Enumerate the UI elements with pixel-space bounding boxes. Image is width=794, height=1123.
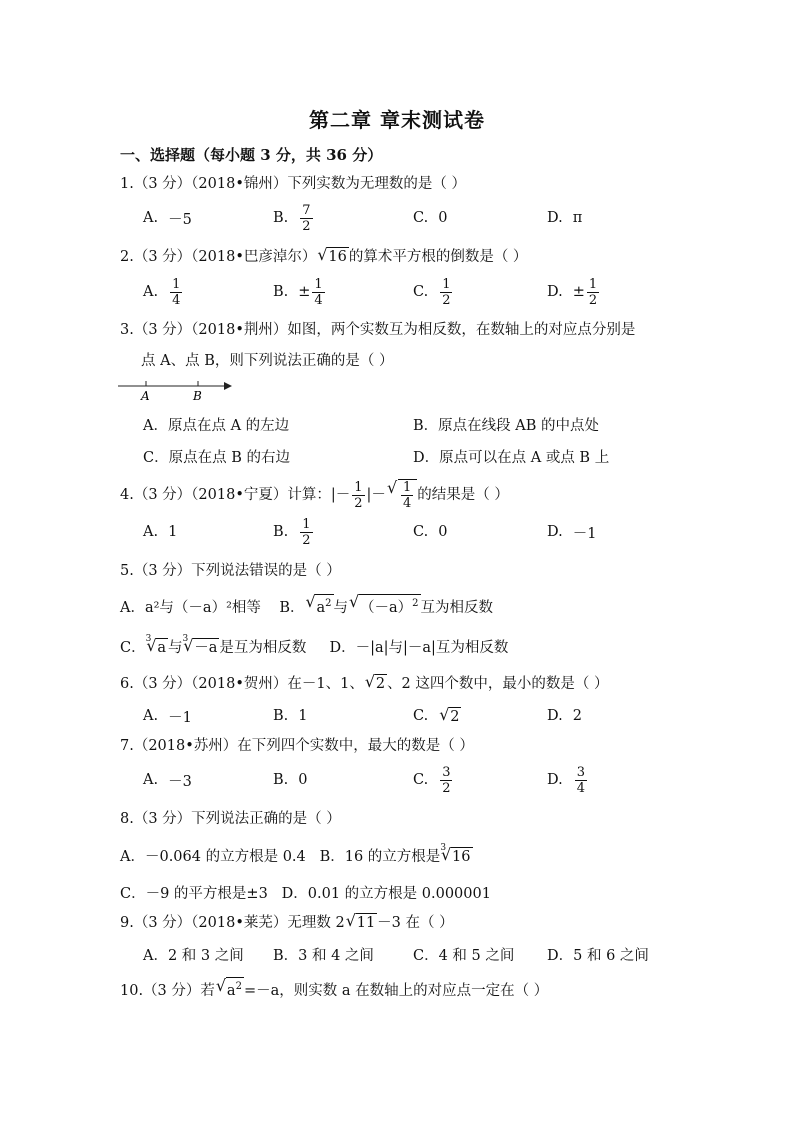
q4-option-b[interactable]: B. $\frac{1}{2}$ xyxy=(273,516,311,548)
q6-option-c[interactable]: C. √ 2 xyxy=(413,696,461,736)
q7-option-c[interactable]: C. $\frac{3}{2}$ xyxy=(413,764,451,796)
q9-option-b[interactable]: B．3 和 4 之间 xyxy=(273,948,374,964)
q5-option-b[interactable]: B．√ $a^2$ 与√ $(-a)^2$ 互为相反数 xyxy=(279,600,493,616)
q3-option-c[interactable]: C．原点在点 B 的右边 xyxy=(143,450,290,466)
q5-options-cd xyxy=(120,636,508,657)
question-2: 2.（3 分）（2018•巴彦淖尔）√ 16 的算术平方根的倒数是（ ） xyxy=(120,246,527,268)
number-line-figure xyxy=(116,376,236,406)
q4-option-c[interactable]: C. 0 xyxy=(413,524,448,540)
q4-option-d[interactable]: D. －1 xyxy=(547,524,597,542)
q2-option-a[interactable]: A. $\frac{1}{4}$ xyxy=(143,276,181,308)
question-3-line2: 点 A、点 B，则下列说法正确的是（ ） xyxy=(141,353,394,369)
q3-option-a[interactable]: A．原点在点 A 的左边 xyxy=(143,418,290,434)
q3-option-d[interactable]: D．原点可以在点 A 或点 B 上 xyxy=(413,450,610,466)
q8-option-c[interactable]: C．－9 的平方根是±3 xyxy=(120,886,268,902)
q1-option-d[interactable]: D. π xyxy=(547,210,583,226)
q1-option-a[interactable]: A. －5 xyxy=(143,210,192,228)
q4-options xyxy=(143,512,703,552)
q6-option-a[interactable]: A. －1 xyxy=(143,708,192,726)
section-heading: 一、选择题（每小题 3 分，共 36 分） xyxy=(120,146,383,164)
question-4: 4.（3 分）（2018•宁夏）计算：|－ $\frac{1}{2}$ |－ √ $\frac{1}{4}$ 的结果是（ ） xyxy=(120,478,509,512)
sqrt-expression: √ 16 xyxy=(318,246,348,268)
question-3: 3.（3 分）（2018•荆州）如图，两个实数互为相反数，在数轴上的对应点分别是 xyxy=(120,322,636,338)
q2-option-b[interactable]: B. ± $\frac{1}{4}$ xyxy=(273,276,323,308)
q7-option-d[interactable]: D. $\frac{3}{4}$ xyxy=(547,764,585,796)
q5-option-c[interactable]: C．$^3$√ a 与$^3$√ －a 是互为相反数 xyxy=(120,640,306,656)
question-8: 8.（3 分）下列说法正确的是（ ） xyxy=(120,811,341,827)
question-10: 10.（3 分）若√ $a^2 =-a$，则实数 a 在数轴上的对应点一定在（ ） xyxy=(120,977,548,1002)
point-a-label: A xyxy=(141,389,150,403)
q2-option-d[interactable]: D. ± $\frac{1}{2}$ xyxy=(547,276,598,308)
q8-option-b[interactable]: B．16 的立方根是$^3$√ 16 xyxy=(320,849,473,865)
q1-option-b[interactable]: B. $\frac{7}{2}$ xyxy=(273,202,311,234)
question-1: 1.（3 分）（2018•锦州）下列实数为无理数的是（ ） xyxy=(120,176,466,192)
q5-option-a[interactable]: A．a²与（－a）²相等 xyxy=(120,599,261,616)
q5-option-d[interactable]: D．－|a|与|－a|互为相反数 xyxy=(329,640,509,656)
q8-options-cd xyxy=(120,882,491,903)
q7-option-b[interactable]: B. 0 xyxy=(273,772,308,788)
q7-options xyxy=(143,760,703,800)
q6-option-b[interactable]: B. 1 xyxy=(273,708,308,724)
question-7: 7.（2018•苏州）在下列四个实数中，最大的数是（ ） xyxy=(120,738,474,754)
q9-option-c[interactable]: C．4 和 5 之间 xyxy=(413,948,515,964)
point-b-label: B xyxy=(193,389,202,403)
q6-options xyxy=(143,696,703,736)
q5-options-ab xyxy=(120,594,493,617)
q8-option-a[interactable]: A．－0.064 的立方根是 0.4 xyxy=(120,849,306,865)
fraction: $\frac{7}{2}$ xyxy=(302,202,311,234)
q4-option-a[interactable]: A. 1 xyxy=(143,524,178,540)
q1-options xyxy=(143,198,703,238)
q9-option-a[interactable]: A．2 和 3 之间 xyxy=(143,948,244,964)
page-title: 第二章 章末测试卷 xyxy=(309,108,485,132)
q3-option-b[interactable]: B．原点在线段 AB 的中点处 xyxy=(413,418,599,434)
q2-option-c[interactable]: C. $\frac{1}{2}$ xyxy=(413,276,451,308)
q6-option-d[interactable]: D. 2 xyxy=(547,708,582,724)
q8-option-d[interactable]: D．0.01 的立方根是 0.000001 xyxy=(281,886,491,902)
q2-options xyxy=(143,272,703,312)
q8-options-ab xyxy=(120,845,473,866)
q1-option-c[interactable]: C. 0 xyxy=(413,210,448,226)
question-5: 5.（3 分）下列说法错误的是（ ） xyxy=(120,563,341,579)
question-9: 9.（3 分）（2018•莱芜）无理数 2√ 11 －3 在（ ） xyxy=(120,912,454,934)
question-6: 6.（3 分）（2018•贺州）在－1、1、√ 2 、2 这四个数中，最小的数是（ ） xyxy=(120,673,609,695)
q9-option-d[interactable]: D．5 和 6 之间 xyxy=(547,948,649,964)
q7-option-a[interactable]: A. －3 xyxy=(143,772,192,790)
